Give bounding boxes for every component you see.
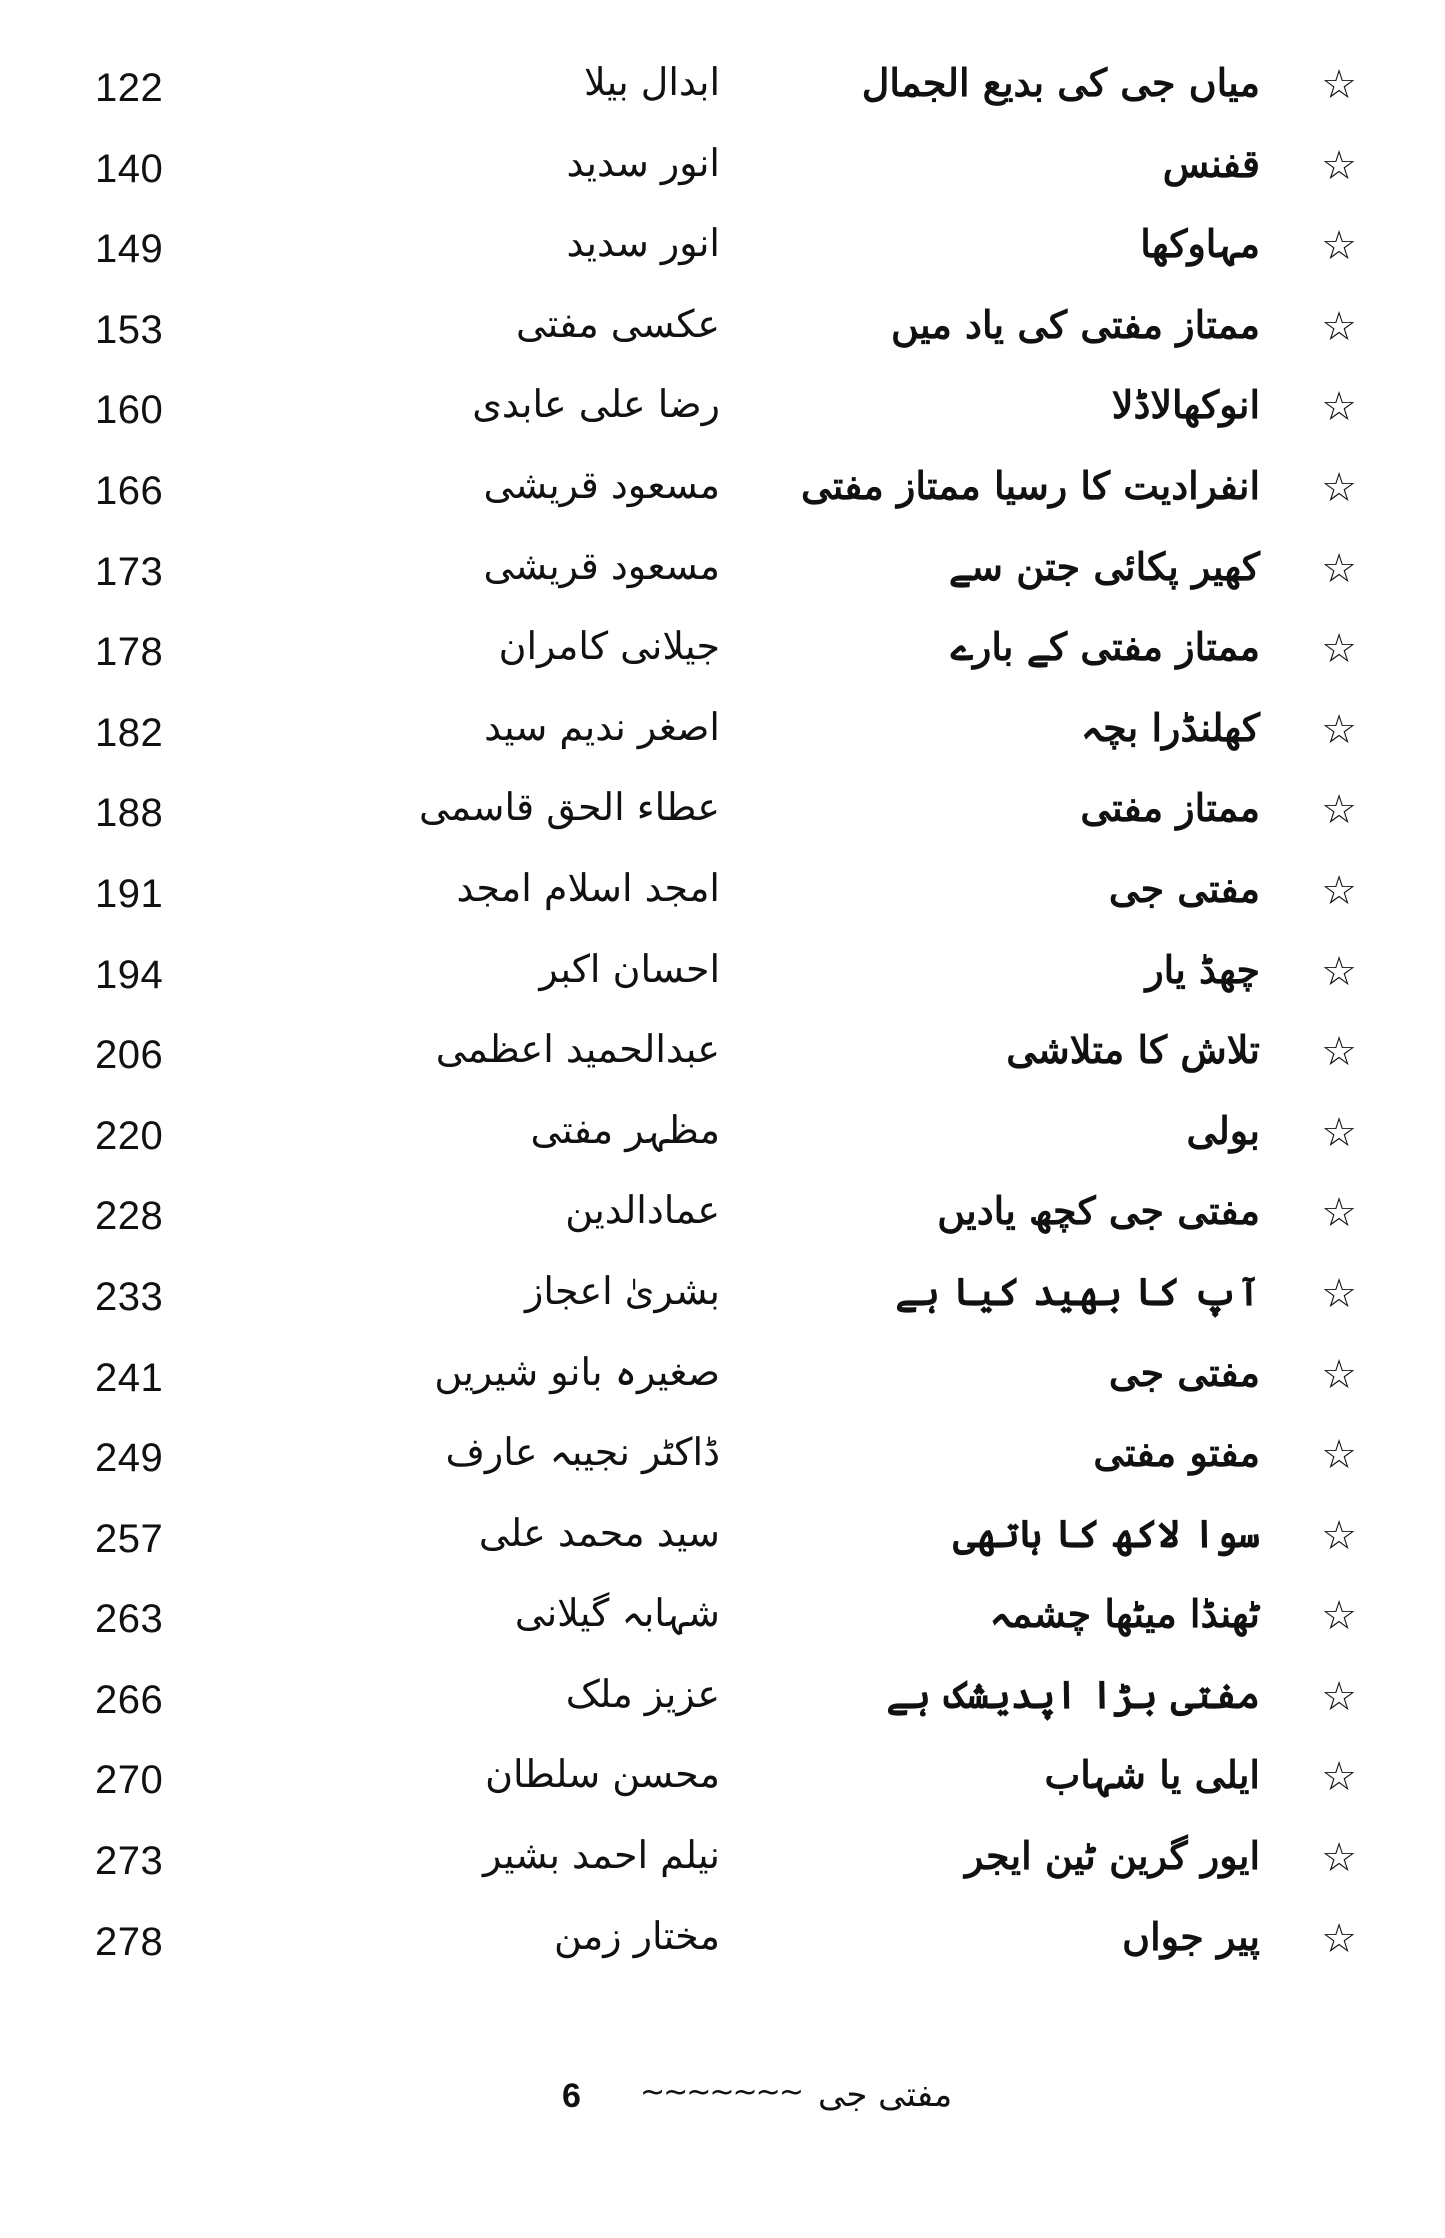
toc-title: پیر جواں [1122,1913,1260,1959]
toc-page-number: 149 [95,227,164,272]
toc-author: عطاء الحق قاسمی [418,785,720,830]
toc-author: جیلانی کامران [498,624,720,669]
toc-entry [0,58,1445,139]
star-bullet-icon: ☆ [1321,1432,1357,1479]
star-bullet-icon: ☆ [1321,1029,1357,1076]
toc-entry [0,1267,1445,1348]
toc-entry [0,380,1445,461]
star-bullet-icon: ☆ [1321,1351,1357,1398]
star-bullet-icon: ☆ [1321,1673,1357,1720]
toc-author: نیلم احمد بشیر [483,1833,720,1878]
toc-title: انوکھالاڈلا [1111,382,1260,428]
toc-page-number: 249 [95,1436,164,1481]
toc-page-number: 194 [95,952,164,997]
toc-author: عزیز ملک [565,1671,720,1716]
star-bullet-icon: ☆ [1321,787,1357,834]
toc-author: ڈاکٹر نجیبہ عارف [445,1430,720,1475]
toc-author: احسان اکبر [539,946,720,991]
toc-title: میاں جی کی بدیع الجمال [861,60,1260,105]
toc-page-number: 166 [95,468,164,513]
toc-entry [0,1750,1445,1831]
toc-author: انور سدید [566,221,720,266]
toc-title: ٹھنڈا میٹھا چشمہ [989,1591,1260,1637]
toc-title: چھڈ یار [1145,946,1260,992]
toc-title: انفرادیت کا رسیا ممتاز مفتی [801,462,1260,508]
toc-author: رضا علی عابدی [472,382,720,427]
toc-page-number: 191 [95,871,164,916]
toc-title: مہاوکھا [1140,221,1260,267]
toc-author: ابدال بیلا [583,60,720,104]
toc-author: شہابہ گیلانی [514,1591,720,1636]
toc-page-number: 153 [95,307,164,352]
toc-page-number: 278 [95,1919,164,1964]
footer-book-title: مفتی جی [818,2075,953,2115]
toc-entry [0,1912,1445,1993]
toc-title: کھلنڈرا بچہ [1080,704,1260,750]
star-bullet-icon: ☆ [1321,1109,1357,1156]
toc-author: عبدالحمید اعظمی [435,1027,720,1072]
page-footer [0,2075,1445,2135]
toc-entry [0,300,1445,381]
star-bullet-icon: ☆ [1321,384,1357,431]
toc-author: امجد اسلام امجد [456,865,720,910]
toc-page-number: 220 [95,1113,164,1158]
toc-page-number: 263 [95,1597,164,1642]
star-bullet-icon: ☆ [1321,706,1357,753]
toc-entry [0,1509,1445,1590]
toc-page-number: 266 [95,1677,164,1722]
toc-entry [0,1025,1445,1106]
toc-page-number: 160 [95,388,164,433]
star-bullet-icon: ☆ [1321,303,1357,350]
toc-title: ایلی یا شہاب [1044,1752,1260,1798]
star-bullet-icon: ☆ [1321,1835,1357,1882]
toc-title: ممتاز مفتی کے بارے [950,624,1260,670]
toc-entry [0,1670,1445,1751]
toc-entry [0,1186,1445,1267]
toc-author: مسعود قریشی [483,543,720,588]
toc-title: ممتاز مفتی [1080,785,1260,831]
toc-author: عکسی مفتی [515,301,720,346]
star-bullet-icon: ☆ [1321,142,1357,189]
star-bullet-icon: ☆ [1321,1915,1357,1962]
star-bullet-icon: ☆ [1321,545,1357,592]
toc-author: عمادالدین [565,1188,720,1233]
toc-page-number: 178 [95,630,164,675]
star-bullet-icon: ☆ [1321,867,1357,914]
toc-page-number: 122 [95,66,164,110]
toc-title: مفتی جی [1108,1349,1260,1395]
toc-entry [0,1106,1445,1187]
toc-page-number: 273 [95,1839,164,1884]
toc-title: مفتی بڑا اپدیشک ہے [886,1671,1260,1717]
toc-entry [0,1348,1445,1429]
toc-author: محسن سلطان [485,1752,720,1797]
toc-entry [0,461,1445,542]
toc-author: مسعود قریشی [483,462,720,507]
footer-separator: ~~~~~~~ [640,2075,802,2110]
star-bullet-icon: ☆ [1321,1190,1357,1237]
footer-page-number: 6 [562,2077,581,2115]
toc-entry [0,1428,1445,1509]
toc-page-number: 182 [95,710,164,755]
star-bullet-icon: ☆ [1321,1270,1357,1317]
toc-entry [0,542,1445,623]
toc-entry [0,1589,1445,1670]
toc-entry [0,783,1445,864]
toc-entry [0,1831,1445,1912]
toc-title: مفتی جی [1108,865,1260,911]
toc-title: مفتو مفتی [1093,1430,1260,1476]
toc-author: انور سدید [566,140,720,185]
toc-author: سید محمد علی [478,1510,720,1555]
toc-page-number: 140 [95,146,164,191]
table-of-contents [0,58,1445,1992]
toc-title: ممتاز مفتی کی یاد میں [891,301,1260,347]
star-bullet-icon: ☆ [1321,1593,1357,1640]
star-bullet-icon: ☆ [1321,948,1357,995]
toc-author: بشریٰ اعجاز [525,1268,720,1313]
toc-entry [0,945,1445,1026]
toc-page-number: 257 [95,1516,164,1561]
star-bullet-icon: ☆ [1321,223,1357,270]
toc-page-number: 188 [95,791,164,836]
toc-author: مظہر مفتی [530,1107,720,1152]
star-bullet-icon: ☆ [1321,464,1357,511]
toc-page-number: 173 [95,549,164,594]
toc-entry [0,703,1445,784]
toc-page-number: 233 [95,1274,164,1319]
toc-author: اصغر ندیم سید [484,704,720,749]
toc-author: صغیرہ بانو شیریں [434,1349,720,1394]
star-bullet-icon: ☆ [1321,1512,1357,1559]
toc-page-number: 206 [95,1033,164,1078]
toc-title: قفنس [1162,140,1260,186]
toc-title: مفتی جی کچھ یادیں [937,1188,1260,1234]
toc-entry [0,622,1445,703]
toc-author: مختار زمن [554,1913,720,1958]
toc-title: ایور گرین ٹین ایجر [965,1833,1260,1879]
toc-title: آپ کا بھید کیا ہے [895,1268,1260,1314]
toc-title: بولی [1186,1107,1260,1153]
toc-page-number: 228 [95,1194,164,1239]
toc-title: تلاش کا متلاشی [1006,1027,1260,1073]
star-bullet-icon: ☆ [1321,626,1357,673]
toc-entry [0,139,1445,220]
toc-page-number: 270 [95,1758,164,1803]
toc-page-number: 241 [95,1355,164,1400]
star-bullet-icon: ☆ [1321,1754,1357,1801]
toc-title: کھیر پکائی جتن سے [948,543,1260,589]
star-bullet-icon: ☆ [1321,62,1357,108]
toc-title: سوا لاکھ کا ہاتھی [953,1510,1260,1556]
toc-entry [0,864,1445,945]
toc-entry [0,219,1445,300]
